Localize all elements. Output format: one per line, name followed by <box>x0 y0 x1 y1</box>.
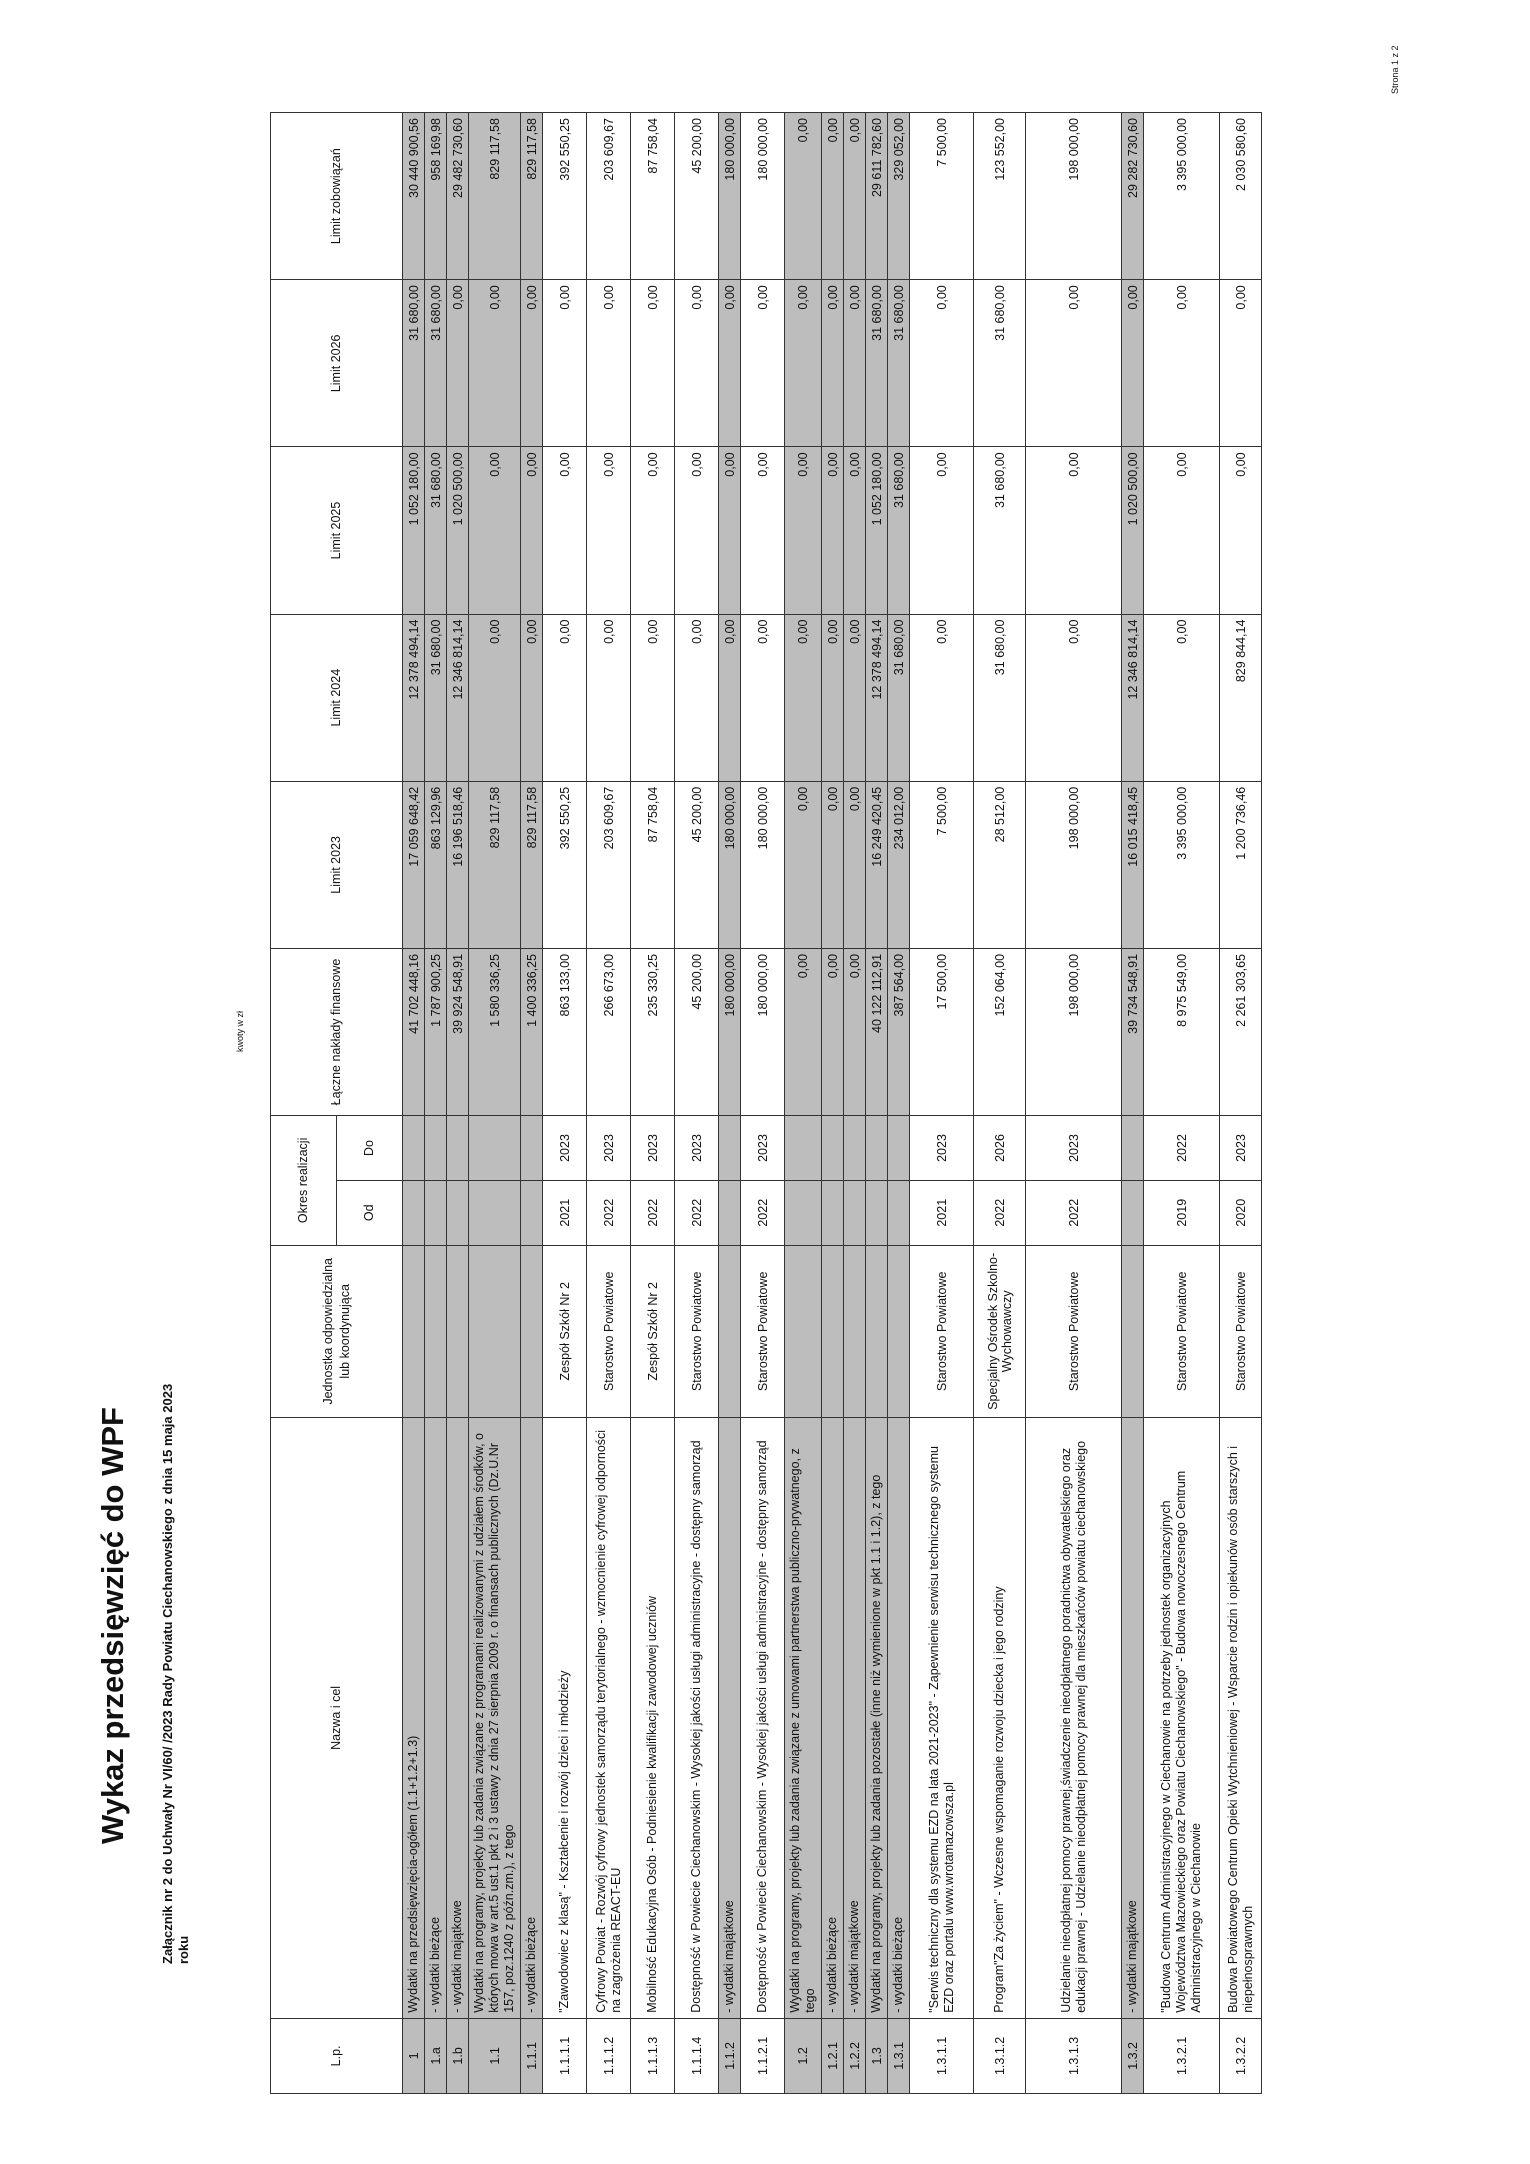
row-unit: Starostwo Powiatowe <box>1220 1245 1262 1417</box>
row-lp: 1.a <box>425 2018 447 2093</box>
row-to <box>844 1116 866 1181</box>
row-total: 17 500,00 <box>910 948 974 1115</box>
row-limit-2025: 0,00 <box>1220 447 1262 614</box>
row-name: Cyfrowy Powiat - Rozwój cyfrowy jednostek samorządu terytorialnego - wzmocnienie cyfrowej odporności na zagrożenia REACT-EU <box>587 1418 631 2019</box>
row-lp: 1.1.1 <box>521 2018 543 2093</box>
row-limit-2026: 0,00 <box>822 280 844 447</box>
row-unit <box>447 1245 469 1417</box>
row-limit-2023: 0,00 <box>844 781 866 948</box>
row-to: 2023 <box>543 1116 587 1181</box>
row-to: 2023 <box>741 1116 785 1181</box>
row-name: Wydatki na programy, projekty lub zadania związane z umowami partnerstwa publiczno-prywatnego, z tego <box>785 1418 822 2019</box>
row-limit-2026: 0,00 <box>1220 280 1262 447</box>
row-unit: Starostwo Powiatowe <box>741 1245 785 1417</box>
row-unit: Starostwo Powiatowe <box>1026 1245 1122 1417</box>
table-row <box>403 113 425 2094</box>
row-lp: 1.2.2 <box>844 2018 866 2093</box>
row-limit-2024: 0,00 <box>822 614 844 781</box>
row-limit-2024: 0,00 <box>741 614 785 781</box>
row-commitments: 29 282 730,60 <box>1122 113 1144 280</box>
row-commitments: 829 117,58 <box>469 113 521 280</box>
row-from: 2022 <box>631 1180 675 1245</box>
row-total: 39 924 548,91 <box>447 948 469 1115</box>
row-from <box>822 1180 844 1245</box>
row-to: 2023 <box>910 1116 974 1181</box>
row-total: 2 261 303,65 <box>1220 948 1262 1115</box>
row-total: 152 064,00 <box>974 948 1026 1115</box>
table-row <box>1220 113 1262 2094</box>
row-name: - wydatki majątkowe <box>447 1418 469 2019</box>
row-to <box>785 1116 822 1181</box>
row-lp: 1.2.1 <box>822 2018 844 2093</box>
row-limit-2025: 31 680,00 <box>974 447 1026 614</box>
row-unit <box>866 1245 888 1417</box>
row-limit-2024: 0,00 <box>910 614 974 781</box>
row-limit-2024: 0,00 <box>675 614 719 781</box>
row-lp: 1.3.1.2 <box>974 2018 1026 2093</box>
row-limit-2023: 180 000,00 <box>741 781 785 948</box>
row-total: 1 400 336,25 <box>521 948 543 1115</box>
row-unit: Specjalny Ośrodek Szkolno-Wychowawczy <box>974 1245 1026 1417</box>
row-commitments: 0,00 <box>785 113 822 280</box>
row-from: 2022 <box>587 1180 631 1245</box>
row-name: - wydatki bieżące <box>521 1418 543 2019</box>
row-limit-2025: 1 052 180,00 <box>403 447 425 614</box>
row-from <box>1122 1180 1144 1245</box>
header-lp: L.p. <box>271 2018 403 2093</box>
row-total: 39 734 548,91 <box>1122 948 1144 1115</box>
table-body <box>403 113 1262 2094</box>
table-row <box>822 113 844 2094</box>
row-to: 2022 <box>1144 1116 1220 1181</box>
row-lp: 1.1.1.2 <box>587 2018 631 2093</box>
row-name: - wydatki bieżące <box>888 1418 910 2019</box>
table-row <box>425 113 447 2094</box>
row-limit-2024: 0,00 <box>631 614 675 781</box>
row-commitments: 198 000,00 <box>1026 113 1122 280</box>
row-limit-2023: 28 512,00 <box>974 781 1026 948</box>
header-name: Nazwa i cel <box>271 1418 403 2019</box>
row-limit-2026: 0,00 <box>844 280 866 447</box>
row-limit-2025: 0,00 <box>822 447 844 614</box>
row-to: 2023 <box>587 1116 631 1181</box>
row-total: 41 702 448,16 <box>403 948 425 1115</box>
row-limit-2023: 198 000,00 <box>1026 781 1122 948</box>
row-total: 0,00 <box>844 948 866 1115</box>
row-name: Budowa Powiatowego Centrum Opieki Wytchnieniowej - Wsparcie rodzin i opiekunów osób starszych i niepełnosprawnych <box>1220 1418 1262 2019</box>
row-commitments: 87 758,04 <box>631 113 675 280</box>
table-row <box>866 113 888 2094</box>
row-limit-2023: 203 609,67 <box>587 781 631 948</box>
row-unit <box>785 1245 822 1417</box>
row-limit-2023: 180 000,00 <box>719 781 741 948</box>
row-limit-2024: 12 346 814,14 <box>447 614 469 781</box>
row-lp: 1.1.1.4 <box>675 2018 719 2093</box>
row-limit-2024: 12 378 494,14 <box>866 614 888 781</box>
row-limit-2024: 31 680,00 <box>888 614 910 781</box>
row-lp: 1.3 <box>866 2018 888 2093</box>
row-from: 2020 <box>1220 1180 1262 1245</box>
row-to <box>866 1116 888 1181</box>
row-from: 2022 <box>741 1180 785 1245</box>
row-total: 1 787 900,25 <box>425 948 447 1115</box>
row-to <box>888 1116 910 1181</box>
row-from: 2022 <box>675 1180 719 1245</box>
row-limit-2026: 0,00 <box>469 280 521 447</box>
row-unit <box>469 1245 521 1417</box>
row-to <box>719 1116 741 1181</box>
row-name: Wydatki na programy, projekty lub zadania pozostałe (inne niż wymienione w pkt 1.1 i 1.2), z tego <box>866 1418 888 2019</box>
header-unit: Jednostka odpowiedzialna lub koordynująca <box>271 1245 403 1417</box>
row-from: 2022 <box>974 1180 1026 1245</box>
row-commitments: 123 552,00 <box>974 113 1026 280</box>
row-total: 40 122 112,91 <box>866 948 888 1115</box>
row-limit-2023: 45 200,00 <box>675 781 719 948</box>
row-lp: 1.1.2 <box>719 2018 741 2093</box>
row-limit-2023: 0,00 <box>822 781 844 948</box>
table-row <box>631 113 675 2094</box>
row-to <box>1122 1116 1144 1181</box>
row-limit-2023: 17 059 648,42 <box>403 781 425 948</box>
row-commitments: 0,00 <box>844 113 866 280</box>
row-from <box>888 1180 910 1245</box>
row-limit-2025: 0,00 <box>521 447 543 614</box>
row-limit-2026: 0,00 <box>631 280 675 447</box>
row-unit <box>425 1245 447 1417</box>
row-limit-2024: 12 346 814,14 <box>1122 614 1144 781</box>
row-to <box>822 1116 844 1181</box>
row-lp: 1.3.2.2 <box>1220 2018 1262 2093</box>
row-limit-2025: 0,00 <box>785 447 822 614</box>
row-total: 180 000,00 <box>741 948 785 1115</box>
row-limit-2024: 0,00 <box>587 614 631 781</box>
row-lp: 1.2 <box>785 2018 822 2093</box>
row-limit-2025: 0,00 <box>631 447 675 614</box>
row-name: - wydatki bieżące <box>425 1418 447 2019</box>
row-limit-2024: 0,00 <box>521 614 543 781</box>
row-to <box>425 1116 447 1181</box>
table-row <box>1026 113 1122 2094</box>
row-limit-2025: 0,00 <box>741 447 785 614</box>
row-lp: 1.1.2.1 <box>741 2018 785 2093</box>
row-limit-2026: 0,00 <box>521 280 543 447</box>
table-row <box>785 113 822 2094</box>
row-limit-2023: 16 196 518,46 <box>447 781 469 948</box>
row-unit: Starostwo Powiatowe <box>587 1245 631 1417</box>
row-unit <box>719 1245 741 1417</box>
row-limit-2023: 1 200 736,46 <box>1220 781 1262 948</box>
row-lp: 1.1.1.3 <box>631 2018 675 2093</box>
row-limit-2025: 0,00 <box>543 447 587 614</box>
row-limit-2024: 31 680,00 <box>425 614 447 781</box>
row-from <box>425 1180 447 1245</box>
row-limit-2023: 87 758,04 <box>631 781 675 948</box>
row-name: - wydatki bieżące <box>822 1418 844 2019</box>
row-from <box>403 1180 425 1245</box>
row-limit-2025: 0,00 <box>910 447 974 614</box>
table-row <box>543 113 587 2094</box>
table-row <box>1144 113 1220 2094</box>
row-limit-2024: 12 378 494,14 <box>403 614 425 781</box>
row-from <box>521 1180 543 1245</box>
table-row <box>521 113 543 2094</box>
row-to: 2026 <box>974 1116 1026 1181</box>
page-number: Strona 1 z 2 <box>1390 45 1400 94</box>
row-commitments: 45 200,00 <box>675 113 719 280</box>
row-from <box>866 1180 888 1245</box>
row-to <box>403 1116 425 1181</box>
row-from <box>447 1180 469 1245</box>
row-lp: 1.b <box>447 2018 469 2093</box>
row-from: 2022 <box>1026 1180 1122 1245</box>
row-limit-2026: 0,00 <box>741 280 785 447</box>
row-commitments: 29 482 730,60 <box>447 113 469 280</box>
row-to <box>521 1116 543 1181</box>
row-limit-2023: 3 395 000,00 <box>1144 781 1220 948</box>
row-limit-2024: 0,00 <box>785 614 822 781</box>
row-total: 1 580 336,25 <box>469 948 521 1115</box>
row-limit-2024: 0,00 <box>1026 614 1122 781</box>
row-limit-2025: 31 680,00 <box>888 447 910 614</box>
row-lp: 1.3.2.1 <box>1144 2018 1220 2093</box>
row-total: 0,00 <box>822 948 844 1115</box>
row-commitments: 958 169,98 <box>425 113 447 280</box>
row-lp: 1.1.1.1 <box>543 2018 587 2093</box>
row-commitments: 829 117,58 <box>521 113 543 280</box>
row-from: 2021 <box>543 1180 587 1245</box>
header-total: Łączne nakłady finansowe <box>271 948 403 1115</box>
header-limit-2026: Limit 2026 <box>271 280 403 447</box>
row-limit-2026: 0,00 <box>447 280 469 447</box>
row-to <box>469 1116 521 1181</box>
row-total: 8 975 549,00 <box>1144 948 1220 1115</box>
row-limit-2023: 829 117,58 <box>521 781 543 948</box>
row-unit: Zespół Szkół Nr 2 <box>631 1245 675 1417</box>
row-limit-2025: 0,00 <box>844 447 866 614</box>
row-commitments: 392 550,25 <box>543 113 587 280</box>
row-from: 2019 <box>1144 1180 1220 1245</box>
row-limit-2025: 1 020 500,00 <box>1122 447 1144 614</box>
row-limit-2023: 829 117,58 <box>469 781 521 948</box>
row-from <box>469 1180 521 1245</box>
row-lp: 1 <box>403 2018 425 2093</box>
row-total: 863 133,00 <box>543 948 587 1115</box>
row-commitments: 180 000,00 <box>741 113 785 280</box>
header-limit-2025: Limit 2025 <box>271 447 403 614</box>
row-limit-2024: 829 844,14 <box>1220 614 1262 781</box>
table-row <box>1122 113 1144 2094</box>
row-limit-2026: 31 680,00 <box>425 280 447 447</box>
row-lp: 1.3.1.1 <box>910 2018 974 2093</box>
row-total: 0,00 <box>785 948 822 1115</box>
row-limit-2024: 0,00 <box>543 614 587 781</box>
row-name: Program"Za życiem" - Wczesne wspomaganie rozwoju dziecka i jego rodziny <box>974 1418 1026 2019</box>
row-limit-2024: 31 680,00 <box>974 614 1026 781</box>
row-to: 2023 <box>1026 1116 1122 1181</box>
row-limit-2026: 31 680,00 <box>866 280 888 447</box>
row-limit-2023: 0,00 <box>785 781 822 948</box>
table-row <box>447 113 469 2094</box>
header-to: Do <box>337 1116 403 1181</box>
row-limit-2025: 0,00 <box>675 447 719 614</box>
row-name: Dostępność w Powiecie Ciechanowskim - Wysokiej jakości usługi administracyjne - dostępny samorząd <box>675 1418 719 2019</box>
row-limit-2026: 31 680,00 <box>974 280 1026 447</box>
row-limit-2023: 7 500,00 <box>910 781 974 948</box>
row-limit-2025: 0,00 <box>469 447 521 614</box>
row-limit-2026: 0,00 <box>910 280 974 447</box>
header-limit-2024: Limit 2024 <box>271 614 403 781</box>
row-limit-2026: 31 680,00 <box>403 280 425 447</box>
row-limit-2026: 0,00 <box>675 280 719 447</box>
row-limit-2026: 0,00 <box>543 280 587 447</box>
table-row <box>910 113 974 2094</box>
row-lp: 1.3.1.3 <box>1026 2018 1122 2093</box>
row-unit <box>1122 1245 1144 1417</box>
row-from <box>844 1180 866 1245</box>
row-limit-2024: 0,00 <box>719 614 741 781</box>
row-commitments: 29 611 782,60 <box>866 113 888 280</box>
row-commitments: 203 609,67 <box>587 113 631 280</box>
row-unit: Starostwo Powiatowe <box>910 1245 974 1417</box>
table-row <box>719 113 741 2094</box>
page-subtitle: Załącznik nr 2 do Uchwały Nr VI/60/ /2023 Rady Powiatu Ciechanowskiego z dnia 15 maja 2023 roku <box>160 1383 191 1964</box>
header-limit-2023: Limit 2023 <box>271 781 403 948</box>
row-limit-2024: 0,00 <box>1144 614 1220 781</box>
row-to: 2023 <box>675 1116 719 1181</box>
row-total: 180 000,00 <box>719 948 741 1115</box>
row-limit-2026: 0,00 <box>1026 280 1122 447</box>
currency-note: kwoty w zł <box>235 1010 245 1052</box>
row-name: Dostępność w Powiecie Ciechanowskim - Wysokiej jakości usługi administracyjne - dostępny samorząd <box>741 1418 785 2019</box>
projects-table <box>270 112 1262 2094</box>
row-commitments: 3 395 000,00 <box>1144 113 1220 280</box>
row-limit-2023: 863 129,96 <box>425 781 447 948</box>
header-from: Od <box>337 1180 403 1245</box>
row-name: Udzielanie nieodpłatnej pomocy prawnej,świadczenie nieodpłatnego poradnictwa obywatelskiego oraz edukacji prawnej - Udzielanie nieodpłatnej pomocy prawnej dla mieszkańców powiatu ciechanowskiego <box>1026 1418 1122 2019</box>
row-limit-2024: 0,00 <box>844 614 866 781</box>
header-commitments: Limit zobowiązań <box>271 113 403 280</box>
row-commitments: 329 052,00 <box>888 113 910 280</box>
row-total: 387 564,00 <box>888 948 910 1115</box>
row-unit: Zespół Szkół Nr 2 <box>543 1245 587 1417</box>
row-to: 2023 <box>1220 1116 1262 1181</box>
row-limit-2023: 16 015 418,45 <box>1122 781 1144 948</box>
row-total: 198 000,00 <box>1026 948 1122 1115</box>
row-limit-2025: 1 020 500,00 <box>447 447 469 614</box>
row-unit <box>844 1245 866 1417</box>
row-name: Wydatki na programy, projekty lub zadania związane z programami realizowanymi z udziałem środków, o których mowa w art.5 ust.1 pkt 2 i 3 ustawy z dnia 27 sierpnia 2009 r. o finansach publicznych (Dz.U.Nr 157, poz.1240 z późn.zm.), z tego <box>469 1418 521 2019</box>
table-row <box>587 113 631 2094</box>
row-limit-2026: 0,00 <box>1144 280 1220 447</box>
row-lp: 1.1 <box>469 2018 521 2093</box>
row-from <box>785 1180 822 1245</box>
row-limit-2025: 31 680,00 <box>425 447 447 614</box>
row-unit <box>521 1245 543 1417</box>
table-row <box>888 113 910 2094</box>
row-limit-2023: 234 012,00 <box>888 781 910 948</box>
row-limit-2026: 0,00 <box>587 280 631 447</box>
row-name: "Zawodowiec z klasą" - Kształcenie i rozwój dzieci i młodzieży <box>543 1418 587 2019</box>
row-to <box>447 1116 469 1181</box>
row-limit-2025: 1 052 180,00 <box>866 447 888 614</box>
row-limit-2026: 31 680,00 <box>888 280 910 447</box>
row-commitments: 7 500,00 <box>910 113 974 280</box>
row-name: Wydatki na przedsięwzięcia-ogółem (1.1+1.2+1.3) <box>403 1418 425 2019</box>
row-limit-2025: 0,00 <box>587 447 631 614</box>
row-name: "Serwis techniczny dla systemu EZD na lata 2021-2023" - Zapewnienie serwisu technicznego systemu EZD oraz portalu www.wrotamazowsza.pl <box>910 1418 974 2019</box>
row-to: 2023 <box>631 1116 675 1181</box>
row-name: - wydatki majątkowe <box>1122 1418 1144 2019</box>
row-limit-2026: 0,00 <box>785 280 822 447</box>
row-name: - wydatki majątkowe <box>719 1418 741 2019</box>
row-unit: Starostwo Powiatowe <box>675 1245 719 1417</box>
row-commitments: 0,00 <box>822 113 844 280</box>
row-limit-2025: 0,00 <box>719 447 741 614</box>
table-row <box>741 113 785 2094</box>
row-commitments: 2 030 580,60 <box>1220 113 1262 280</box>
page-title: Wykaz przedsięwzięć do WPF <box>95 1407 130 1844</box>
row-total: 45 200,00 <box>675 948 719 1115</box>
row-unit: Starostwo Powiatowe <box>1144 1245 1220 1417</box>
table-row <box>974 113 1026 2094</box>
row-limit-2025: 0,00 <box>1144 447 1220 614</box>
row-limit-2025: 0,00 <box>1026 447 1122 614</box>
row-name: "Budowa Centrum Administracyjnego w Ciechanowie na potrzeby jednostek organizacyjnych Województwa Mazowieckiego oraz Powiatu Ciechanowskiego" - Budowa nowoczesnego Centrum Administracyjnego w Ciechanowie <box>1144 1418 1220 2019</box>
row-commitments: 30 440 900,56 <box>403 113 425 280</box>
table-row <box>844 113 866 2094</box>
row-limit-2026: 0,00 <box>719 280 741 447</box>
row-total: 235 330,25 <box>631 948 675 1115</box>
row-limit-2023: 392 550,25 <box>543 781 587 948</box>
row-unit <box>403 1245 425 1417</box>
row-limit-2023: 16 249 420,45 <box>866 781 888 948</box>
row-unit <box>822 1245 844 1417</box>
row-lp: 1.3.1 <box>888 2018 910 2093</box>
row-from: 2021 <box>910 1180 974 1245</box>
table-row <box>675 113 719 2094</box>
row-total: 266 673,00 <box>587 948 631 1115</box>
row-commitments: 180 000,00 <box>719 113 741 280</box>
table-row <box>469 113 521 2094</box>
row-limit-2024: 0,00 <box>469 614 521 781</box>
row-unit <box>888 1245 910 1417</box>
row-lp: 1.3.2 <box>1122 2018 1144 2093</box>
header-period: Okres realizacji <box>271 1116 337 1246</box>
row-from <box>719 1180 741 1245</box>
row-name: - wydatki majątkowe <box>844 1418 866 2019</box>
row-name: Mobilność Edukacyjna Osób - Podniesienie kwalifikacji zawodowej uczniów <box>631 1418 675 2019</box>
row-limit-2026: 0,00 <box>1122 280 1144 447</box>
